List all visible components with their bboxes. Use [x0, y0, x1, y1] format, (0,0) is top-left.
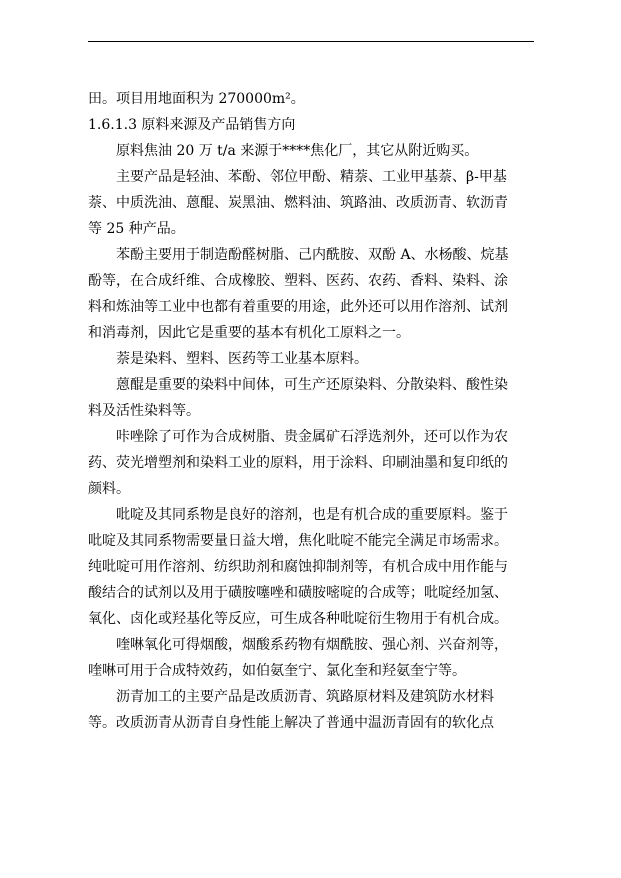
paragraph-line: 和消毒剂，因此它是重要的基本有机化工原料之一。 [88, 325, 410, 341]
document-body [88, 86, 534, 736]
paragraph-line: 颜料。 [88, 481, 130, 497]
paragraph-line: 酚等，在合成纤维、合成橡胶、塑料、医药、农药、香料、染料、涂 [88, 273, 508, 289]
paragraph-line: 苯酚主要用于制造酚醛树脂、己内酰胺、双酚 A、水杨酸、烷基 [116, 247, 509, 263]
section-heading: 1.6.1.3 原料来源及产品销售方向 [88, 117, 296, 133]
paragraph-line: 吡啶及其同系物需要量日益大增，焦化吡啶不能完全满足市场需求。 [88, 533, 508, 549]
paragraph-line: 蒽醌是重要的染料中间体，可生产还原染料、分散染料、酸性染 [116, 377, 508, 393]
paragraph-line: 等 25 种产品。 [88, 221, 185, 237]
paragraph-line: 咔唑除了可作为合成树脂、贵金属矿石浮选剂外，还可以作为农 [116, 429, 508, 445]
paragraph-line: 原料焦油 20 万 t/a 来源于****焦化厂，其它从附近购买。 [116, 143, 479, 159]
paragraph-line: 纯吡啶可用作溶剂、纺织助剂和腐蚀抑制剂等，有机合成中用作能与 [88, 559, 508, 575]
text-line: 田。项目用地面积为 270000m²。 [88, 91, 305, 107]
paragraph-line: 沥青加工的主要产品是改质沥青、筑路原材料及建筑防水材料 [116, 689, 494, 705]
paragraph-line: 吡啶及其同系物是良好的溶剂，也是有机合成的重要原料。鉴于 [116, 507, 508, 523]
paragraph-line: 喹啉氧化可得烟酸，烟酸系药物有烟酰胺、强心剂、兴奋剂等， [116, 637, 508, 653]
paragraph-line: 等。改质沥青从沥青自身性能上解决了普通中温沥青固有的软化点 [88, 715, 494, 731]
paragraph-line: 药、荧光增塑剂和染料工业的原料，用于涂料、印刷油墨和复印纸的 [88, 455, 508, 471]
paragraph-line: 料及活性染料等。 [88, 403, 200, 419]
paragraph-line: 喹啉可用于合成特效药，如伯氨奎宁、氯化奎和羟氨奎宁等。 [88, 663, 466, 679]
paragraph-line: 萘是染料、塑料、医药等工业基本原料。 [116, 351, 368, 367]
paragraph-line: 酸结合的试剂以及用于磺胺噻唑和磺胺嘧啶的合成等；吡啶经加氢、 [88, 585, 508, 601]
header-rule [88, 41, 534, 42]
paragraph-line: 萘、中质洗油、蒽醌、炭黑油、燃料油、筑路油、改质沥青、软沥青 [88, 195, 508, 211]
paragraph-line: 料和炼油等工业中也都有着重要的用途，此外还可以用作溶剂、试剂 [88, 299, 508, 315]
paragraph-line: 氧化、卤化或羟基化等反应，可生成各种吡啶衍生物用于有机合成。 [88, 611, 508, 627]
paragraph-line: 主要产品是轻油、苯酚、邻位甲酚、精萘、工业甲基萘、β-甲基 [116, 169, 507, 185]
